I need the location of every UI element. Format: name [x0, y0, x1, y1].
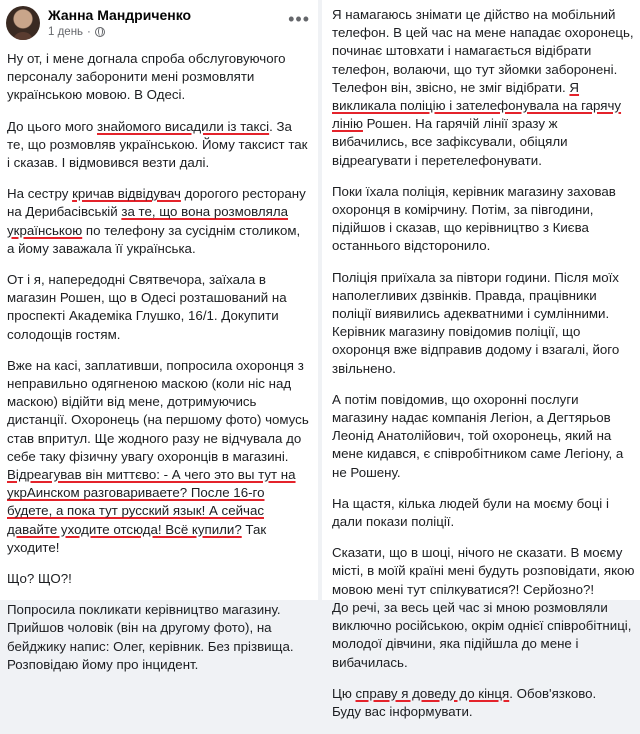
post-meta — [48, 26, 105, 38]
author-name[interactable]: Жанна Мандриченко — [48, 7, 192, 23]
more-options-icon[interactable]: ••• — [288, 9, 310, 29]
text: Так уходите! — [7, 521, 267, 555]
paragraph: Попросила покликати керівництво магазину. Прийшов чоловік (він на другому фото), на бейджику напис: Олег, керівник. Без прізвища. Розповідаю йому про інцидент. — [7, 602, 294, 672]
globe-icon[interactable] — [95, 27, 105, 37]
text: До цього мого — [7, 118, 98, 134]
highlighted-text: справу я доведу до кінця — [355, 685, 510, 701]
highlighted-text: Я викликала поліцію і зателефонувала на гарячу лінію — [332, 79, 622, 132]
text: Я намагаюсь знімати це дійство на мобільний телефон. В цей час на мене нападає охоронець, починає штовхати і намагається відібрати телефон, волаючи, що тут зйомки заборонені. Телефон він, звісно, не зміг відібрати. — [332, 7, 634, 95]
text: . За те, що розмовляв українською. Йому таксист так і сказав. І відмовився везти далі. — [7, 118, 308, 171]
highlighted-text: кричав відвідувач — [72, 186, 181, 202]
avatar[interactable] — [6, 6, 40, 40]
paragraph — [332, 6, 636, 170]
paragraph: Сказати, що в шоці, нічого не сказати. В моєму місті, в моїй країні мені будуть розповідати, якою мовою мені тут спілкуватися?! Серйозно?! — [332, 545, 635, 597]
paragraph: Ну от, і мене догнала спроба обслуговуючого персоналу заборонити мені розмовляти українською мовою. В Одесі. — [7, 51, 286, 103]
text: Рошен. На гарячій лінії зразу ж вибачились, все зафіксували, обіцяли відреагувати і перетелефонувати. — [332, 116, 568, 168]
paragraph: А потім повідомив, що охоронні послуги магазину надає компанія Легіон, а Дегтярьов Леонід Анатолійович, той охоронець, який на мене кидався, є співробітником саме Легіону, а не Рошену. — [332, 391, 624, 480]
highlighted-text: за те, що вона розмовляла українською — [7, 204, 289, 238]
text: На сестру — [7, 186, 73, 202]
post-text-left — [7, 50, 311, 687]
highlighted-text: знайомого висадили із таксі — [97, 118, 270, 134]
post-header — [6, 4, 312, 48]
paragraph: Поліція приїхала за півтори години. Після моїх наполегливих дзвінків. Правда, працівники поліції виявились адекватними і сумлінними. Керівник магазину повідомив поліції, що охоронця вже відправив додому і взагалі, його звільнено. — [332, 269, 620, 376]
highlighted-text: Відреагував він миттєво: - А чего это вы тут на укрАинском разговариваете? После 16-го будете, а пока тут русский язык! А сейчас давайте уходите отсюда! Всё купили? — [7, 467, 296, 537]
post-time[interactable]: 1 день — [48, 26, 84, 38]
text: . Обов'язково. — [509, 685, 597, 701]
post-text-right — [332, 6, 636, 734]
paragraph — [7, 357, 311, 557]
post-card-right — [322, 0, 640, 719]
paragraph — [7, 185, 311, 258]
paragraph: Буду вас інформувати. — [332, 703, 473, 719]
paragraph — [7, 118, 311, 173]
paragraph: До речі, за весь цей час зі мною розмовляли виключно російською, окрім однієї співробітниці, молодої дівчини, яка підійшла до мене і вибачилась. — [332, 599, 632, 670]
paragraph: На щастя, кілька людей були на моєму боці і дали покази поліції. — [332, 495, 609, 530]
paragraph: От і я, напередодні Святвечора, заїхала в магазин Рошен, що в Одесі розташований на проспекті Академіка Глушко, 16/1. Докупити солодощів гостям. — [7, 272, 287, 342]
meta-separator: · — [87, 26, 91, 38]
text: Вже на касі, заплативши, попросила охоронця з неправильно одягненою маскою (коли ніс над маскою) відійти від мене, дотримуючись дистанції. Охоронець (на першому фото) чомусь став впритул. Ще жодного разу не відчувала до себе таку фізичну увагу охоронців в магазині. — [7, 357, 309, 464]
post-card-left — [0, 0, 318, 672]
text: по телефону за сусіднім столиком, а йому заважала її українська. — [7, 222, 301, 256]
text: Цю — [332, 685, 356, 701]
paragraph: Що? ЩО?! — [7, 571, 72, 587]
paragraph: Поки їхала поліція, керівник магазину заховав охоронця в комірчину. Потім, за півгодини, підійшов і сказав, що керівництво з Києва останнього відсторонило. — [332, 183, 616, 254]
paragraph — [332, 685, 636, 703]
text: дорогого ресторану на Дерибасівській — [7, 186, 306, 220]
